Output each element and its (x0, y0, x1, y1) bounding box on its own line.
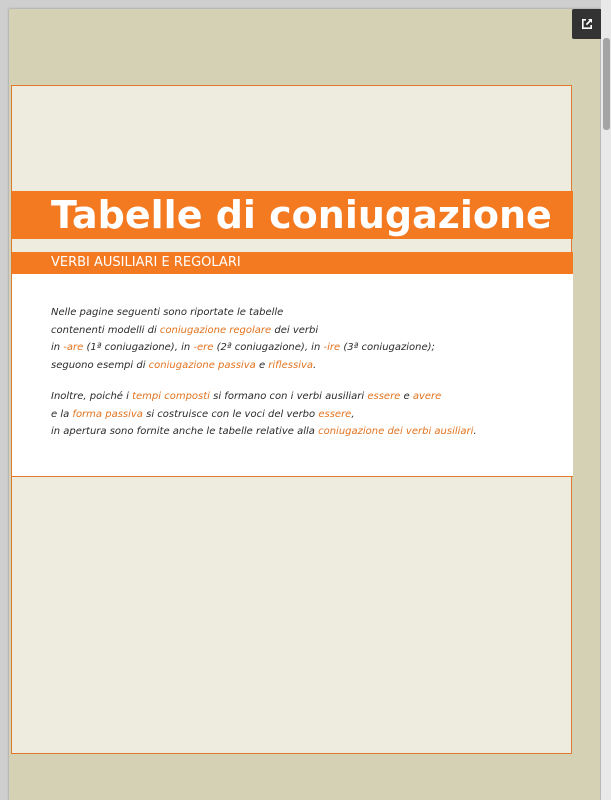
text-segment: e (400, 391, 413, 402)
highlighted-term: -ere (193, 342, 214, 353)
highlighted-term: avere (412, 391, 442, 402)
text-segment: , (351, 408, 355, 420)
text-segment: dei verbi (271, 324, 319, 336)
page-subtitle: VERBI AUSILIARI E REGOLARI (51, 255, 241, 270)
paragraph-line (51, 339, 435, 357)
paragraph-line (51, 388, 477, 406)
content-frame (11, 85, 572, 754)
text-segment: . (473, 426, 477, 437)
text-segment: contenenti modelli di (51, 324, 160, 336)
text-segment: si formano con i verbi ausiliari (209, 391, 368, 402)
text-segment: . (313, 359, 317, 371)
intro-box (12, 274, 573, 477)
highlighted-term: riflessiva (268, 359, 314, 371)
text-segment: in apertura sono fornite anche le tabelle relative alla (51, 426, 319, 437)
highlighted-term: coniugazione passiva (148, 359, 256, 371)
text-segment: Inoltre, poiché i (51, 391, 133, 402)
text-segment: (1ª coniugazione), in (83, 342, 194, 353)
paragraph-line (51, 357, 435, 375)
external-link-icon (579, 16, 595, 32)
highlighted-term: -are (63, 342, 84, 353)
highlighted-term: tempi composti (132, 391, 210, 402)
paragraph-line (51, 423, 477, 441)
paragraph-line (51, 406, 477, 424)
text-segment: in (51, 342, 64, 353)
page-title: Tabelle di coniugazione (51, 193, 552, 237)
open-external-button[interactable] (572, 9, 602, 39)
text-segment: e la (51, 408, 73, 420)
text-segment: Nelle pagine seguenti sono riportate le tabelle (51, 307, 284, 318)
text-segment: e (255, 359, 269, 371)
text-segment: si costruisce con le voci del verbo (142, 408, 319, 420)
document-page (9, 9, 600, 800)
paragraph-line (51, 304, 435, 322)
scrollbar-thumb[interactable] (603, 38, 610, 130)
highlighted-term: -ire (323, 342, 341, 353)
highlighted-term: essere (367, 391, 401, 402)
highlighted-term: coniugazione regolare (159, 324, 272, 336)
text-segment: (2ª coniugazione), in (213, 342, 324, 353)
intro-paragraph-1 (51, 304, 435, 374)
text-segment: seguono esempi di (51, 359, 149, 371)
text-segment: (3ª coniugazione); (340, 342, 435, 353)
subtitle-band (12, 252, 573, 274)
highlighted-term: forma passiva (72, 408, 143, 420)
highlighted-term: essere (318, 408, 352, 420)
highlighted-term: coniugazione dei verbi ausiliari (318, 426, 474, 437)
intro-paragraph-2 (51, 388, 477, 441)
title-band (12, 191, 573, 239)
paragraph-line (51, 322, 435, 340)
vertical-scrollbar[interactable] (601, 0, 611, 800)
